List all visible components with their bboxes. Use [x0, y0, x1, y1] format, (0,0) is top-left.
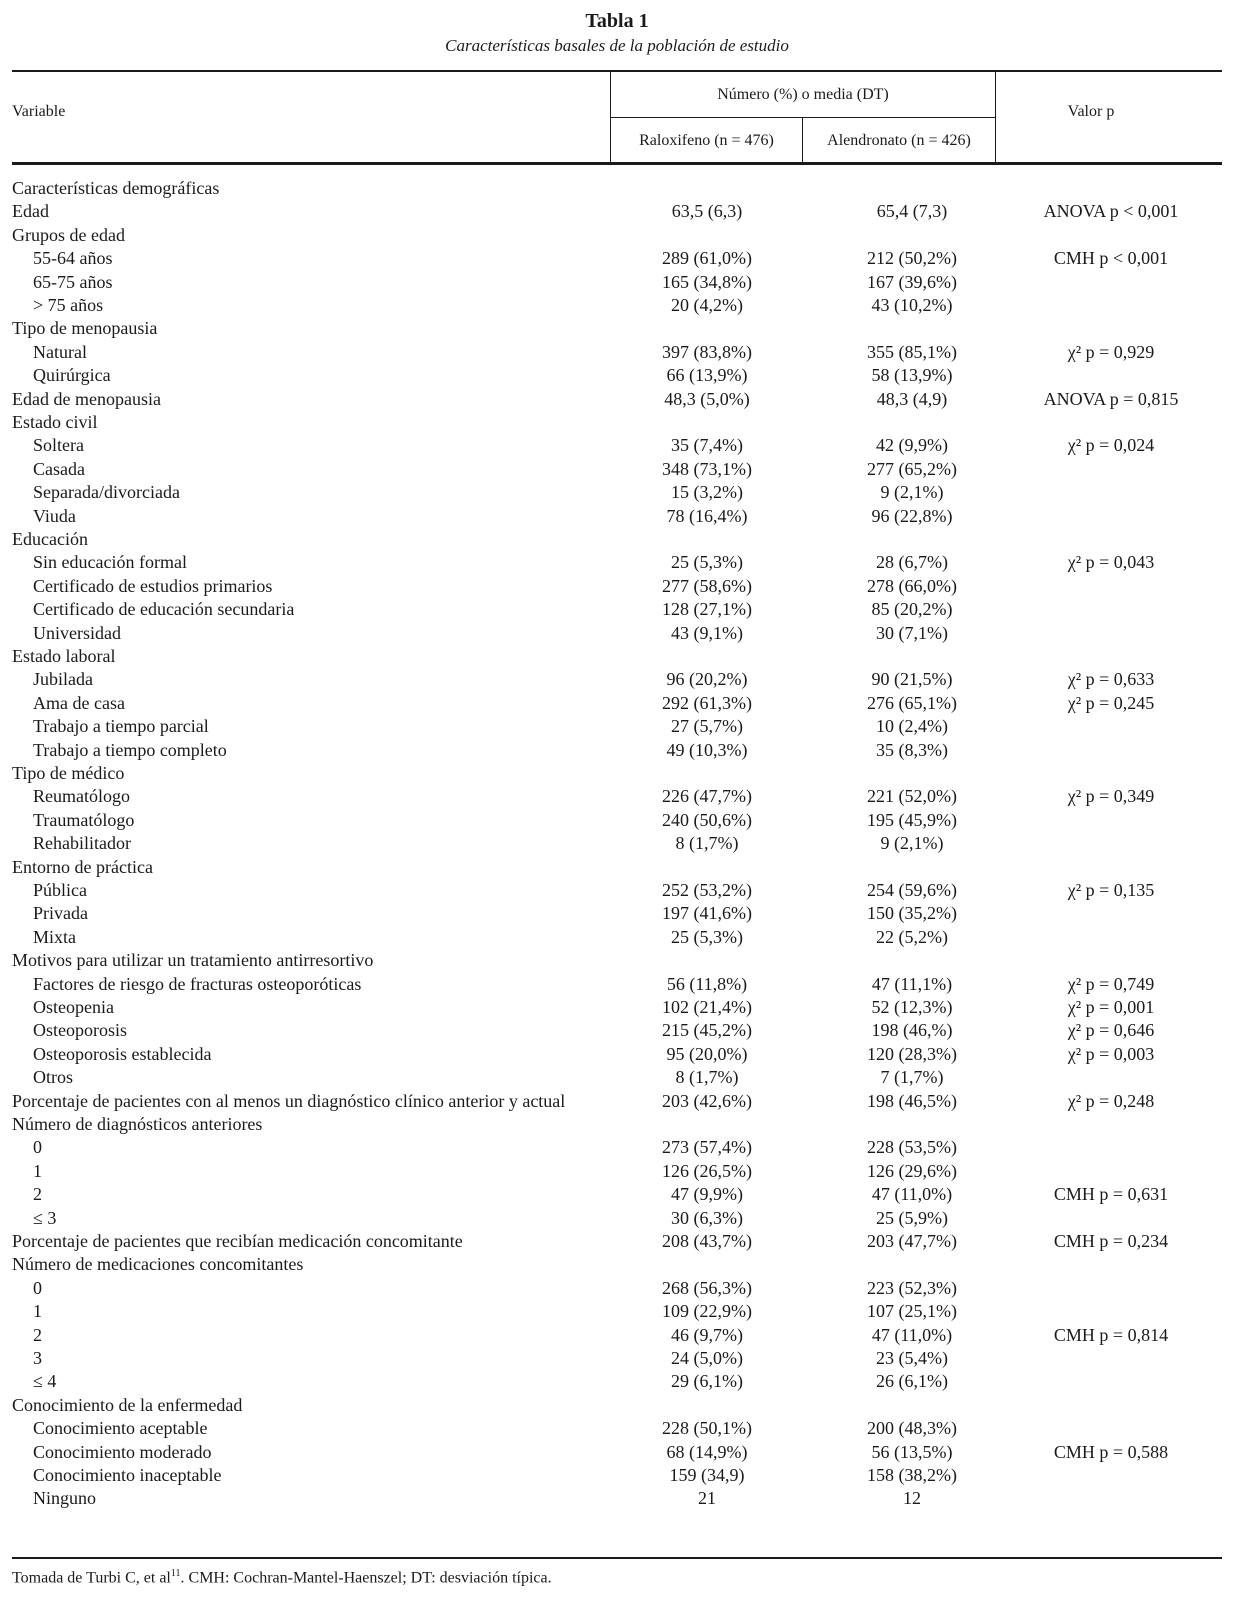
p-value: ANOVA p = 0,815: [1043, 388, 1179, 409]
row-label: Conocimiento aceptable: [33, 1418, 208, 1439]
table-row: [12, 1065, 1222, 1089]
row-label: Separada/divorciada: [33, 482, 180, 503]
table-row: [12, 597, 1222, 621]
raloxifeno-value: 102 (21,4%): [662, 997, 752, 1017]
raloxifeno-value: 15 (3,2%): [671, 482, 743, 503]
raloxifeno-value: 397 (83,8%): [662, 341, 752, 362]
table-row: [12, 1229, 1222, 1253]
alendronato-value: 96 (22,8%): [871, 505, 953, 526]
table-row: [12, 808, 1222, 832]
row-label: Ama de casa: [33, 692, 125, 713]
row-label: 3: [33, 1348, 42, 1368]
alendronato-value: 47 (11,1%): [871, 973, 953, 994]
alendronato-value: 12: [903, 1488, 921, 1509]
table-row: [12, 410, 1222, 434]
table-row: [12, 972, 1222, 996]
alendronato-value: 58 (13,9%): [871, 365, 953, 386]
p-value: χ² p = 0,001: [1067, 997, 1155, 1017]
table-subtitle: Características basales de la población de estudio: [445, 36, 789, 55]
p-value: χ² p = 0,633: [1067, 669, 1155, 690]
row-label: ≤ 4: [33, 1371, 57, 1392]
table-row: [12, 340, 1222, 364]
p-value: CMH p = 0,631: [1053, 1184, 1169, 1205]
row-label: Quirúrgica: [33, 365, 111, 386]
raloxifeno-value: 63,5 (6,3): [671, 201, 743, 222]
row-label: Conocimiento moderado: [33, 1441, 212, 1462]
table-footnote: [12, 1568, 552, 1587]
raloxifeno-value: 215 (45,2%): [662, 1020, 752, 1041]
footnote-abbreviations: . CMH: Cochran-Mantel-Haenszel; DT: desviación típica.: [180, 1569, 552, 1587]
table-row: [12, 714, 1222, 738]
p-value: χ² p = 0,749: [1067, 973, 1155, 994]
raloxifeno-value: 24 (5,0%): [671, 1348, 743, 1368]
raloxifeno-value: 95 (20,0%): [666, 1043, 748, 1064]
table-top-rule: [12, 70, 1222, 72]
alendronato-value: 30 (7,1%): [876, 622, 948, 643]
row-label: 2: [33, 1324, 42, 1345]
alendronato-value: 47 (11,0%): [871, 1324, 953, 1345]
row-label: Estado civil: [12, 412, 98, 432]
p-value: ANOVA p < 0,001: [1043, 201, 1179, 222]
raloxifeno-value: 197 (41,6%): [662, 903, 752, 924]
raloxifeno-value: 27 (5,7%): [671, 716, 743, 737]
p-value: CMH p = 0,814: [1053, 1324, 1169, 1345]
raloxifeno-value: 203 (42,6%): [662, 1090, 752, 1111]
alendronato-value: 9 (2,1%): [880, 833, 944, 854]
raloxifeno-value: 96 (20,2%): [666, 669, 748, 690]
row-label: Osteopenia: [33, 997, 114, 1017]
alendronato-value: 228 (53,5%): [867, 1137, 957, 1158]
p-value: CMH p = 0,234: [1053, 1231, 1169, 1251]
raloxifeno-value: 29 (6,1%): [671, 1371, 743, 1392]
row-label: 1: [33, 1160, 42, 1181]
table-row: [12, 223, 1222, 247]
table-row: [12, 1416, 1222, 1440]
row-label: Jubilada: [33, 669, 93, 690]
alendronato-value: 56 (13,5%): [871, 1441, 953, 1462]
raloxifeno-value: 25 (5,3%): [671, 926, 743, 947]
row-label: Trabajo a tiempo completo: [33, 739, 227, 760]
table-row: [12, 480, 1222, 504]
row-label: Número de diagnósticos anteriores: [12, 1114, 263, 1134]
table-row: [12, 784, 1222, 808]
table-row: [12, 1346, 1222, 1370]
alendronato-value: 90 (21,5%): [871, 669, 953, 690]
row-label: 1: [33, 1301, 42, 1322]
table-row: [12, 948, 1222, 972]
raloxifeno-value: 48,3 (5,0%): [664, 388, 750, 409]
table-row: [12, 270, 1222, 294]
alendronato-value: 276 (65,1%): [867, 692, 957, 713]
alendronato-value: 28 (6,7%): [876, 552, 948, 573]
table-row: [12, 925, 1222, 949]
table-bottom-rule: [12, 1557, 1222, 1559]
alendronato-value: 52 (12,3%): [871, 997, 953, 1017]
alendronato-value: 198 (46,5%): [867, 1090, 957, 1111]
alendronato-value: 85 (20,2%): [871, 599, 953, 620]
row-label: Porcentaje de pacientes que recibían medicación concomitante: [12, 1231, 463, 1251]
row-label: Otros: [33, 1067, 73, 1088]
row-label: Certificado de estudios primarios: [33, 575, 273, 596]
table-row: [12, 1206, 1222, 1230]
table-row: [12, 387, 1222, 411]
table-row: [12, 550, 1222, 574]
row-label: Ninguno: [33, 1488, 96, 1509]
p-value: χ² p = 0,245: [1067, 692, 1155, 713]
raloxifeno-value: 78 (16,4%): [666, 505, 748, 526]
alendronato-value: 35 (8,3%): [876, 739, 948, 760]
raloxifeno-value: 208 (43,7%): [662, 1231, 752, 1251]
alendronato-value: 107 (25,1%): [867, 1301, 957, 1322]
p-value: CMH p = 0,588: [1053, 1441, 1169, 1462]
row-label: > 75 años: [33, 295, 104, 315]
row-label: Mixta: [33, 926, 76, 947]
p-value: χ² p = 0,043: [1067, 552, 1155, 573]
raloxifeno-value: 30 (6,3%): [671, 1207, 743, 1228]
raloxifeno-value: 128 (27,1%): [662, 599, 752, 620]
table-row: [12, 1276, 1222, 1300]
table-row: [12, 457, 1222, 481]
table-row: [12, 433, 1222, 457]
alendronato-value: 212 (50,2%): [867, 248, 957, 269]
row-label: Edad: [12, 201, 49, 222]
raloxifeno-value: 277 (58,6%): [662, 575, 752, 596]
alendronato-value: 47 (11,0%): [871, 1184, 953, 1205]
raloxifeno-value: 8 (1,7%): [675, 1067, 739, 1088]
table-row: [12, 1182, 1222, 1206]
table-row: [12, 667, 1222, 691]
raloxifeno-value: 21: [698, 1488, 716, 1509]
raloxifeno-value: 268 (56,3%): [662, 1277, 752, 1298]
row-label: Edad de menopausia: [12, 388, 161, 409]
alendronato-value: 198 (46,%): [871, 1020, 953, 1041]
column-header-variable: Variable: [12, 103, 66, 120]
raloxifeno-value: 35 (7,4%): [671, 435, 743, 456]
row-label: Número de medicaciones concomitantes: [12, 1254, 304, 1275]
alendronato-value: 10 (2,4%): [876, 716, 948, 737]
raloxifeno-value: 273 (57,4%): [662, 1137, 752, 1158]
alendronato-value: 355 (85,1%): [867, 341, 957, 362]
alendronato-value: 223 (52,3%): [867, 1277, 957, 1298]
row-label: Motivos para utilizar un tratamiento antirresortivo: [12, 950, 374, 971]
alendronato-value: 22 (5,2%): [876, 926, 948, 947]
row-label: Trabajo a tiempo parcial: [33, 716, 209, 737]
row-label: Rehabilitador: [33, 833, 131, 854]
column-header-p-value: Valor p: [1067, 103, 1115, 120]
row-label: Entorno de práctica: [12, 856, 153, 877]
row-label: Traumatólogo: [33, 809, 135, 830]
raloxifeno-value: 20 (4,2%): [671, 295, 743, 315]
table-title: Tabla 1: [585, 10, 649, 32]
raloxifeno-value: 289 (61,0%): [662, 248, 752, 269]
row-label: Natural: [33, 341, 87, 362]
raloxifeno-value: 240 (50,6%): [662, 809, 752, 830]
row-label: Tipo de menopausia: [12, 318, 158, 339]
row-label: Porcentaje de pacientes con al menos un diagnóstico clínico anterior y actual: [12, 1090, 566, 1111]
column-header-alendronato: Alendronato (n = 426): [827, 132, 971, 149]
table-row: [12, 995, 1222, 1019]
row-label: Privada: [33, 903, 88, 924]
raloxifeno-value: 66 (13,9%): [666, 365, 748, 386]
alendronato-value: 221 (52,0%): [867, 786, 957, 807]
raloxifeno-value: 292 (61,3%): [662, 692, 752, 713]
table-row: [12, 316, 1222, 340]
table-row: [12, 1369, 1222, 1393]
alendronato-value: 7 (1,7%): [880, 1067, 944, 1088]
alendronato-value: 9 (2,1%): [880, 482, 944, 503]
row-label: Conocimiento inaceptable: [33, 1465, 222, 1485]
p-value: χ² p = 0,929: [1067, 341, 1155, 362]
row-label: Sin educación formal: [33, 552, 187, 573]
table-row: [12, 901, 1222, 925]
alendronato-value: 48,3 (4,9): [876, 388, 948, 409]
table-row: [12, 1463, 1222, 1487]
table-row: [12, 1252, 1222, 1276]
table-row: [12, 738, 1222, 762]
table-row: [12, 176, 1222, 200]
alendronato-value: 167 (39,6%): [867, 271, 957, 292]
alendronato-value: 150 (35,2%): [867, 903, 957, 924]
footnote-reference: 11: [170, 1568, 181, 1579]
alendronato-value: 203 (47,7%): [867, 1231, 957, 1251]
raloxifeno-value: 126 (26,5%): [662, 1160, 752, 1181]
table-row: [12, 621, 1222, 645]
alendronato-value: 277 (65,2%): [867, 458, 957, 479]
alendronato-value: 23 (5,4%): [876, 1348, 948, 1368]
row-label: Estado laboral: [12, 646, 116, 666]
raloxifeno-value: 68 (14,9%): [666, 1441, 748, 1462]
table-row: [12, 761, 1222, 785]
table-row: [12, 504, 1222, 528]
alendronato-value: 200 (48,3%): [867, 1418, 957, 1439]
p-value: χ² p = 0,349: [1067, 786, 1155, 807]
table-row: [12, 574, 1222, 598]
column-header-raloxifeno: Raloxifeno (n = 476): [639, 132, 774, 149]
alendronato-value: 278 (66,0%): [867, 575, 957, 596]
header-bottom-rule: [12, 162, 1222, 165]
row-label: Factores de riesgo de fracturas osteoporóticas: [33, 973, 362, 994]
row-label: 2: [33, 1184, 42, 1205]
table-row: [12, 1440, 1222, 1464]
raloxifeno-value: 25 (5,3%): [671, 552, 743, 573]
raloxifeno-value: 8 (1,7%): [675, 833, 739, 854]
row-label: Educación: [12, 529, 88, 549]
table-row: [12, 1135, 1222, 1159]
row-label: Universidad: [33, 622, 121, 643]
raloxifeno-value: 49 (10,3%): [666, 739, 748, 760]
table-row: [12, 246, 1222, 270]
raloxifeno-value: 46 (9,7%): [671, 1324, 743, 1345]
table-row: [12, 199, 1222, 223]
raloxifeno-value: 43 (9,1%): [671, 622, 743, 643]
table-row: [12, 1299, 1222, 1323]
alendronato-value: 43 (10,2%): [871, 295, 953, 315]
p-value: χ² p = 0,646: [1067, 1020, 1155, 1041]
table-row: [12, 363, 1222, 387]
row-label: 65-75 años: [33, 271, 113, 292]
row-label: Grupos de edad: [12, 224, 125, 245]
alendronato-value: 25 (5,9%): [876, 1207, 948, 1228]
raloxifeno-value: 109 (22,9%): [662, 1301, 752, 1322]
raloxifeno-value: 47 (9,9%): [671, 1184, 743, 1205]
row-label: Osteoporosis establecida: [33, 1043, 212, 1064]
p-value: χ² p = 0,248: [1067, 1090, 1155, 1111]
alendronato-value: 126 (29,6%): [867, 1160, 957, 1181]
table-row: [12, 1159, 1222, 1183]
row-label: Reumatólogo: [33, 786, 130, 807]
alendronato-value: 42 (9,9%): [876, 435, 948, 456]
row-label: 0: [33, 1277, 42, 1298]
row-label: 0: [33, 1137, 42, 1158]
raloxifeno-value: 159 (34,9): [669, 1465, 745, 1485]
table-row: [12, 527, 1222, 551]
row-label: 55-64 años: [33, 248, 113, 269]
alendronato-value: 26 (6,1%): [876, 1371, 948, 1392]
table-row: [12, 1486, 1222, 1510]
column-header-group: Número (%) o media (DT): [717, 86, 889, 103]
raloxifeno-value: 228 (50,1%): [662, 1418, 752, 1439]
alendronato-value: 65,4 (7,3): [876, 201, 948, 222]
table-row: [12, 1393, 1222, 1417]
alendronato-value: 195 (45,9%): [867, 809, 957, 830]
row-label: Certificado de educación secundaria: [33, 599, 295, 620]
alendronato-value: 254 (59,6%): [867, 880, 957, 900]
row-label: Soltera: [33, 435, 84, 456]
table-row: [12, 691, 1222, 715]
raloxifeno-value: 348 (73,1%): [662, 458, 752, 479]
row-label: Viuda: [33, 505, 76, 526]
row-label: Características demográficas: [12, 178, 220, 198]
raloxifeno-value: 226 (47,7%): [662, 786, 752, 807]
table-row: [12, 1089, 1222, 1113]
alendronato-value: 158 (38,2%): [867, 1465, 957, 1485]
p-value: χ² p = 0,024: [1067, 435, 1155, 456]
table-row: [12, 293, 1222, 317]
table-row: [12, 831, 1222, 855]
p-value: χ² p = 0,135: [1067, 880, 1155, 900]
table-row: [12, 1112, 1222, 1136]
table-row: [12, 1323, 1222, 1347]
row-label: Conocimiento de la enfermedad: [12, 1394, 243, 1415]
table-row: [12, 878, 1222, 902]
row-label: ≤ 3: [33, 1207, 57, 1228]
table-row: [12, 644, 1222, 668]
row-label: Tipo de médico: [12, 763, 125, 783]
row-label: Pública: [33, 880, 87, 900]
p-value: χ² p = 0,003: [1067, 1043, 1155, 1064]
raloxifeno-value: 252 (53,2%): [662, 880, 752, 900]
table-row: [12, 1018, 1222, 1042]
table-row: [12, 1042, 1222, 1066]
p-value: CMH p < 0,001: [1053, 248, 1169, 269]
row-label: Casada: [33, 458, 85, 479]
row-label: Osteoporosis: [33, 1020, 127, 1041]
alendronato-value: 120 (28,3%): [867, 1043, 957, 1064]
footnote-text: Tomada de Turbi C, et al: [12, 1569, 171, 1587]
raloxifeno-value: 56 (11,8%): [666, 973, 748, 994]
table-row: [12, 855, 1222, 879]
raloxifeno-value: 165 (34,8%): [662, 271, 752, 292]
header-group-rule: [611, 117, 995, 118]
